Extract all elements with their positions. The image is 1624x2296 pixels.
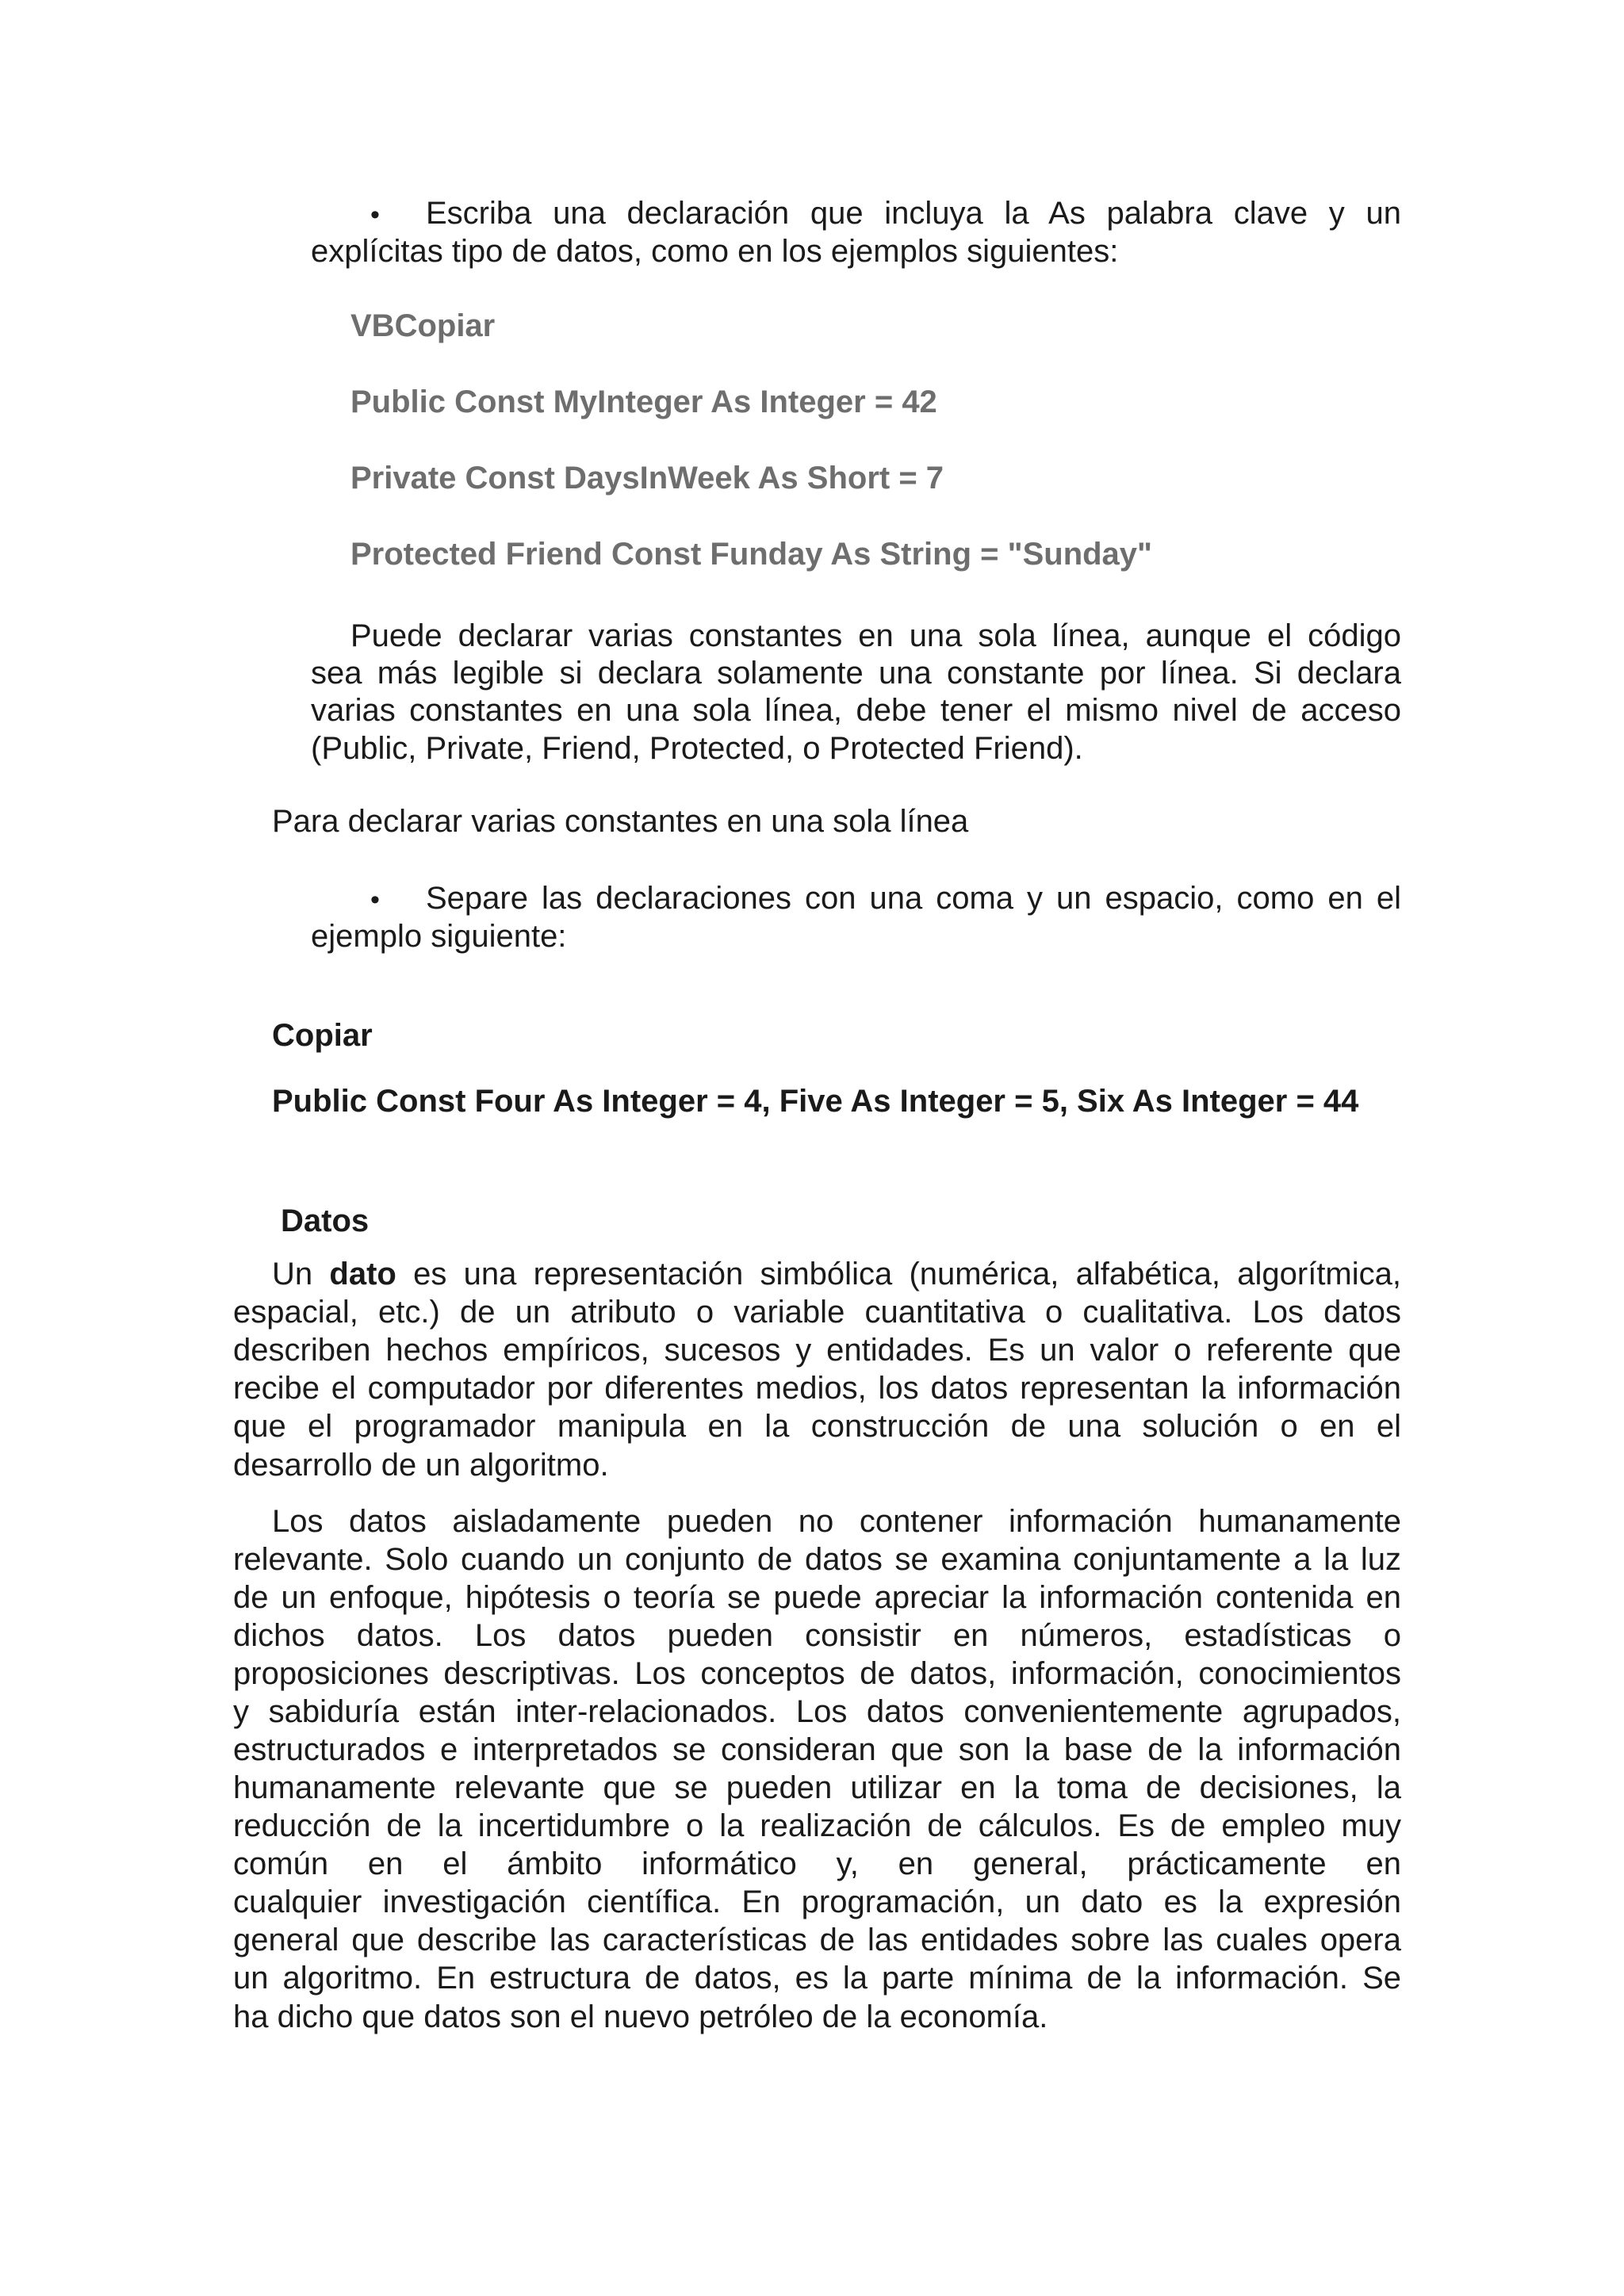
code-block-2-label: Copiar bbox=[272, 1018, 373, 1053]
datos-paragraph-1-line: que el programador manipula en la construcción de una solución o en el bbox=[233, 1409, 1401, 1444]
datos-paragraph-1-line: espacial, etc.) de un atributo o variable cuantitativa o cualitativa. Los datos bbox=[233, 1295, 1401, 1330]
datos-paragraph-2-line: y sabiduría están inter-relacionados. Los datos convenientemente agrupados, bbox=[233, 1694, 1401, 1729]
datos-paragraph-2-line: humanamente relevante que se pueden utilizar en la toma de decisiones, la bbox=[233, 1770, 1401, 1805]
subheading-multiple-constants: Para declarar varias constantes en una sola línea bbox=[272, 804, 969, 839]
datos-paragraph-1-line-1 bbox=[272, 1256, 1401, 1294]
datos-paragraph-1-prefix: Un bbox=[272, 1257, 330, 1292]
datos-paragraph-2-line: Los datos aisladamente pueden no contener información humanamente bbox=[272, 1504, 1401, 1539]
datos-paragraph-2-line: general que describe las características de las entidades sobre las cuales opera bbox=[233, 1923, 1401, 1957]
code-block-2-line: Public Const Four As Integer = 4, Five As Integer = 5, Six As Integer = 44 bbox=[272, 1084, 1359, 1119]
paragraph-multiple-line-1: Puede declarar varias constantes en una sola línea, aunque el código bbox=[350, 618, 1401, 653]
code-block-1-label: VBCopiar bbox=[350, 308, 496, 343]
datos-paragraph-2-line: un algoritmo. En estructura de datos, es la parte mínima de la información. Se bbox=[233, 1961, 1401, 1996]
term-dato: dato bbox=[329, 1257, 396, 1292]
datos-paragraph-2-line: común en el ámbito informático y, en general, prácticamente en bbox=[233, 1846, 1401, 1881]
paragraph-multiple-line-3: varias constantes en una sola línea, debe tener el mismo nivel de acceso bbox=[311, 693, 1401, 728]
code-block-1-line: Public Const MyInteger As Integer = 42 bbox=[350, 385, 937, 419]
paragraph-multiple-line-2: sea más legible si declara solamente una constante por línea. Si declara bbox=[311, 656, 1401, 691]
bullet-1-lead: Escriba una declaración que incluya la As palabra clave y un bbox=[426, 196, 1401, 231]
datos-paragraph-2-line: ha dicho que datos son el nuevo petróleo de la economía. bbox=[233, 1999, 1048, 2034]
datos-paragraph-1-line: recibe el computador por diferentes medios, los datos representan la información bbox=[233, 1371, 1401, 1406]
bullet-2-marker: • bbox=[370, 885, 380, 915]
datos-paragraph-2-line: proposiciones descriptivas. Los conceptos de datos, información, conocimientos bbox=[233, 1656, 1401, 1691]
datos-paragraph-2-line: reducción de la incertidumbre o la realización de cálculos. Es de empleo muy bbox=[233, 1808, 1401, 1843]
datos-paragraph-2-line: relevante. Solo cuando un conjunto de datos se examina conjuntamente a la luz bbox=[233, 1542, 1401, 1577]
bullet-1-continuation: explícitas tipo de datos, como en los ejemplos siguientes: bbox=[311, 234, 1119, 269]
datos-paragraph-2-line: estructurados e interpretados se consideran que son la base de la información bbox=[233, 1732, 1401, 1767]
bullet-1-marker: • bbox=[370, 200, 380, 230]
datos-paragraph-1-rest: es una representación simbólica (numérica, alfabética, algorítmica, bbox=[396, 1257, 1402, 1292]
datos-paragraph-2-line: de un enfoque, hipótesis o teoría se puede apreciar la información contenida en bbox=[233, 1580, 1401, 1615]
code-block-1-line: Private Const DaysInWeek As Short = 7 bbox=[350, 461, 944, 496]
datos-paragraph-1-line: desarrollo de un algoritmo. bbox=[233, 1448, 609, 1483]
datos-paragraph-1-line: describen hechos empíricos, sucesos y entidades. Es un valor o referente que bbox=[233, 1333, 1401, 1368]
bullet-2-lead: Separe las declaraciones con una coma y un espacio, como en el bbox=[426, 881, 1401, 916]
section-heading-datos: Datos bbox=[281, 1203, 370, 1238]
paragraph-multiple-line-4: (Public, Private, Friend, Protected, o Protected Friend). bbox=[311, 731, 1083, 766]
bullet-2-continuation: ejemplo siguiente: bbox=[311, 919, 567, 954]
datos-paragraph-2-line: dichos datos. Los datos pueden consistir en números, estadísticas o bbox=[233, 1618, 1401, 1653]
datos-paragraph-2-line: cualquier investigación científica. En programación, un dato es la expresión bbox=[233, 1885, 1401, 1919]
code-block-1-line: Protected Friend Const Funday As String = "Sunday" bbox=[350, 537, 1153, 572]
